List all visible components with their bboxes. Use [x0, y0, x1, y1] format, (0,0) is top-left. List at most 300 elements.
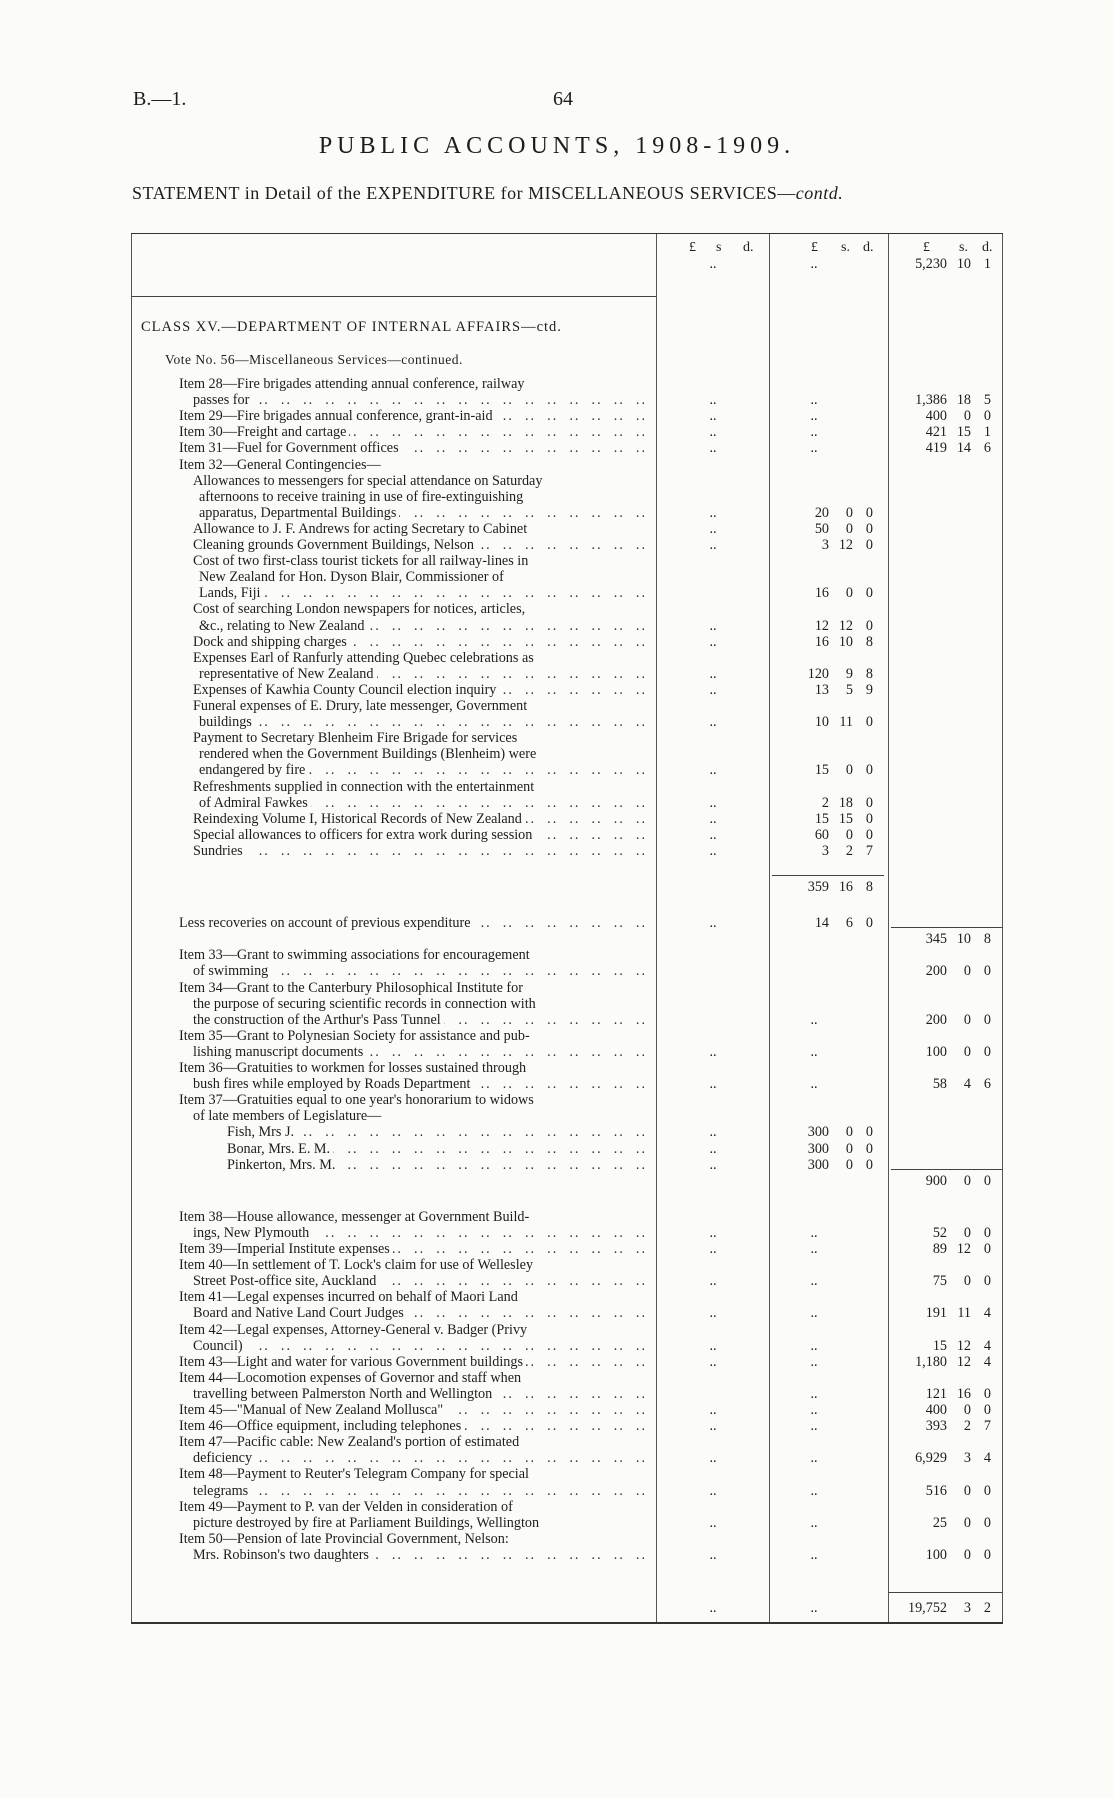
amount-pounds: 14 [814, 915, 829, 932]
table-row [131, 963, 1003, 979]
item-description: Reindexing Volume I, Historical Records of New Zealand [193, 811, 525, 827]
col2-empty-marker: .. [810, 1337, 818, 1354]
table-row [131, 1092, 1003, 1108]
col2-empty-marker: .. [810, 1241, 818, 1257]
carried-forward-col2: .. [810, 1600, 818, 1616]
amount-pence: 9 [865, 681, 873, 698]
amount-pence: 4 [983, 1305, 991, 1322]
col1-shillings-head: s [716, 240, 722, 255]
amount-shillings: 14 [956, 440, 971, 457]
amount-pence: 1 [983, 424, 991, 441]
amount-pounds: 15 [932, 1337, 947, 1354]
statement-subtitle [132, 183, 843, 204]
col1-empty-marker: .. [709, 1337, 717, 1354]
table-row [131, 376, 1003, 392]
leader-dots [193, 392, 647, 408]
item-description: Cleaning grounds Government Buildings, Nelson [193, 537, 477, 553]
table-row [131, 1531, 1003, 1547]
class-heading: CLASS XV.—DEPARTMENT OF INTERNAL AFFAIRS—ctd. [141, 319, 562, 335]
col1-empty-marker: .. [709, 1043, 717, 1060]
amount-shillings: 6 [845, 915, 853, 932]
item-description: travelling between Palmerston North and Wellington [193, 1386, 495, 1402]
item-description: Item 41—Legal expenses incurred on behalf of Maori Land [179, 1289, 521, 1305]
item-description: Mrs. Robinson's two daughters [193, 1547, 372, 1563]
amount-pounds: 16 [814, 585, 829, 602]
item-description: apparatus, Departmental Buildings [199, 505, 399, 521]
subtotal-rule [891, 1169, 1003, 1170]
item-description: Sundries [193, 843, 246, 859]
amount-shillings: 10 [838, 633, 853, 650]
col1-empty-marker: .. [709, 1514, 717, 1531]
item-description: of late members of Legislature— [193, 1108, 384, 1124]
amount-pence: 0 [983, 1482, 991, 1499]
item-description: New Zealand for Hon. Dyson Blair, Commissioner of [199, 569, 507, 585]
table-row [131, 915, 1003, 931]
col1-empty-marker: .. [709, 1140, 717, 1157]
brought-forward-shillings: 10 [956, 256, 971, 272]
col1-empty-marker: .. [709, 794, 717, 811]
table-row [131, 1547, 1003, 1563]
amount-pence: 0 [865, 915, 873, 932]
item-description: bush fires while employed by Roads Department [193, 1076, 473, 1092]
amount-shillings: 0 [845, 826, 853, 843]
amount-pounds: 13 [814, 681, 829, 698]
item-description: Item 50—Pension of late Provincial Government, Nelson: [179, 1531, 512, 1547]
item-description: afternoons to receive training in use of fire-extinguishing [199, 489, 526, 505]
carried-forward-rule [888, 1592, 1002, 1593]
table-row [131, 440, 1003, 456]
amount-shillings: 0 [845, 520, 853, 537]
item-description: Item 47—Pacific cable: New Zealand's portion of estimated [179, 1434, 522, 1450]
amount-pence: 0 [983, 1172, 991, 1189]
table-row [131, 1124, 1003, 1140]
col1-empty-marker: .. [709, 1546, 717, 1563]
col1-empty-marker: .. [709, 1076, 717, 1093]
subtitle-main: STATEMENT in Detail of the EXPENDITURE for MISCELLANEOUS SERVICES— [132, 183, 796, 203]
amount-pounds: 2 [821, 794, 829, 811]
table-row [131, 1076, 1003, 1092]
col2-empty-marker: .. [810, 1076, 818, 1093]
table-row [131, 553, 1003, 569]
amount-shillings: 0 [963, 963, 971, 980]
amount-shillings: 11 [957, 1305, 971, 1322]
table-row [131, 473, 1003, 489]
table-row [131, 1289, 1003, 1305]
amount-pence: 0 [865, 794, 873, 811]
table-row [131, 730, 1003, 746]
amount-pounds: 300 [807, 1124, 829, 1141]
table-row [131, 931, 1003, 947]
amount-shillings: 0 [963, 1402, 971, 1418]
item-description: Less recoveries on account of previous expenditure [179, 915, 474, 931]
col2-empty-marker: .. [810, 1224, 818, 1241]
col2-empty-marker: .. [810, 1305, 818, 1322]
amount-pounds: 3 [821, 842, 829, 859]
amount-pounds: 300 [807, 1156, 829, 1173]
table-row [131, 569, 1003, 585]
amount-pence: 6 [983, 440, 991, 457]
subtotal-rule [772, 875, 884, 876]
carried-forward-pence: 2 [983, 1600, 991, 1616]
col1-empty-marker: .. [709, 915, 717, 932]
table-row [131, 714, 1003, 730]
item-description: telegrams [193, 1483, 251, 1499]
amount-pounds: 359 [807, 879, 829, 895]
amount-pounds: 419 [925, 440, 947, 457]
item-description: Funeral expenses of E. Drury, late messenger, Government [193, 698, 530, 714]
amount-shillings: 12 [838, 617, 853, 634]
table-row [131, 1273, 1003, 1289]
item-description: the construction of the Arthur's Pass Tunnel [193, 1012, 444, 1028]
col2-empty-marker: .. [810, 1402, 818, 1418]
col2-pounds-head: £ [811, 240, 818, 255]
table-row [131, 1060, 1003, 1076]
col2-empty-marker: .. [810, 440, 818, 457]
col1-empty-marker: .. [709, 617, 717, 634]
item-description: Pinkerton, Mrs. M. [227, 1157, 338, 1173]
col2-empty-marker: .. [810, 1482, 818, 1499]
col2-empty-marker: .. [810, 1418, 818, 1435]
amount-shillings: 10 [956, 931, 971, 948]
table-row [131, 1515, 1003, 1531]
table-row [131, 1322, 1003, 1338]
table-row [131, 392, 1003, 408]
amount-pounds: 200 [925, 1011, 947, 1028]
table-row [131, 537, 1003, 553]
amount-pence: 0 [983, 408, 991, 425]
table-row [131, 698, 1003, 714]
subtitle-contd: contd. [795, 183, 844, 203]
leader-dots [199, 585, 647, 601]
item-description: Payment to Secretary Blenheim Fire Brigade for services [193, 730, 520, 746]
col1-pounds-head: £ [689, 240, 696, 255]
col1-empty-marker: .. [709, 681, 717, 698]
amount-shillings: 0 [845, 1156, 853, 1173]
amount-pence: 8 [865, 665, 873, 682]
amount-pence: 0 [865, 504, 873, 521]
col1-pence-head: d. [743, 240, 754, 255]
col1-empty-marker: .. [709, 1305, 717, 1322]
item-description: Street Post-office site, Auckland [193, 1273, 379, 1289]
document-reference: B.—1. [133, 88, 187, 110]
item-description: Item 39—Imperial Institute expenses [179, 1241, 393, 1257]
amount-pence: 7 [983, 1418, 991, 1435]
col1-empty-marker: .. [709, 714, 717, 731]
col2-empty-marker: .. [810, 1043, 818, 1060]
col1-empty-marker: .. [709, 1124, 717, 1141]
table-row [131, 779, 1003, 795]
amount-pounds: 100 [925, 1043, 947, 1060]
item-description: Item 44—Locomotion expenses of Governor and staff when [179, 1370, 524, 1386]
col2-empty-marker: .. [810, 1385, 818, 1402]
col1-empty-marker: .. [709, 537, 717, 553]
amount-pence: 0 [983, 1043, 991, 1060]
page-number: 64 [553, 88, 573, 110]
item-description: Item 32—General Contingencies— [179, 457, 384, 473]
amount-pounds: 121 [925, 1385, 947, 1402]
amount-pounds: 421 [925, 424, 947, 441]
amount-pence: 6 [983, 1076, 991, 1093]
amount-shillings: 0 [963, 1482, 971, 1499]
item-description: Item 40—In settlement of T. Lock's claim for use of Wellesley [179, 1257, 536, 1273]
amount-shillings: 18 [956, 392, 971, 409]
table-row [131, 811, 1003, 827]
col1-empty-marker: .. [709, 424, 717, 441]
item-description: Expenses of Kawhia County Council election inquiry [193, 682, 499, 698]
col1-empty-marker: .. [709, 762, 717, 779]
amount-shillings: 0 [963, 1514, 971, 1531]
item-description: Item 35—Grant to Polynesian Society for assistance and pub- [179, 1028, 533, 1044]
amount-pounds: 58 [932, 1076, 947, 1093]
item-description: the purpose of securing scientific records in connection with [193, 996, 539, 1012]
item-description: Board and Native Land Court Judges [193, 1305, 407, 1321]
table-row [131, 1012, 1003, 1028]
table-row [131, 1483, 1003, 1499]
item-description: Item 30—Freight and cartage [179, 424, 349, 440]
table-row [131, 489, 1003, 505]
item-description: Cost of two first-class tourist tickets for all railway-lines in [193, 553, 531, 569]
table-row [131, 746, 1003, 762]
amount-pounds: 3 [821, 537, 829, 553]
amount-pounds: 345 [925, 931, 947, 948]
table-row [131, 1354, 1003, 1370]
amount-shillings: 0 [963, 408, 971, 425]
table-row [131, 457, 1003, 473]
amount-shillings: 12 [956, 1337, 971, 1354]
col1-empty-marker: .. [709, 1482, 717, 1499]
col3-pounds-head: £ [923, 240, 930, 255]
item-description: Refreshments supplied in connection with the entertainment [193, 779, 537, 795]
table-row [131, 1173, 1003, 1189]
table-row [131, 1499, 1003, 1515]
amount-shillings: 3 [963, 1450, 971, 1467]
col1-empty-marker: .. [709, 1273, 717, 1290]
amount-pounds: 6,929 [915, 1450, 947, 1467]
amount-pounds: 900 [925, 1172, 947, 1189]
amount-pounds: 120 [807, 665, 829, 682]
table-row [131, 1257, 1003, 1273]
amount-pounds: 400 [925, 1402, 947, 1418]
col1-empty-marker: .. [709, 504, 717, 521]
amount-pounds: 50 [814, 520, 829, 537]
amount-shillings: 16 [838, 879, 853, 895]
col1-empty-marker: .. [709, 440, 717, 457]
table-row [131, 505, 1003, 521]
item-description: Item 37—Gratuities equal to one year's honorarium to widows [179, 1092, 537, 1108]
amount-shillings: 0 [845, 762, 853, 779]
amount-pounds: 15 [814, 810, 829, 827]
amount-shillings: 0 [845, 585, 853, 602]
amount-pounds: 400 [925, 408, 947, 425]
carried-forward-row [131, 1600, 1003, 1616]
table-row [131, 1370, 1003, 1386]
table-row [131, 634, 1003, 650]
leader-dots [193, 1450, 647, 1466]
table-row [131, 827, 1003, 843]
col2-shillings-head: s. [841, 240, 850, 255]
amount-pence: 0 [983, 1224, 991, 1241]
amount-shillings: 18 [838, 794, 853, 811]
table-row [131, 1241, 1003, 1257]
col2-empty-marker: .. [810, 424, 818, 441]
table-row [131, 618, 1003, 634]
item-description: Item 29—Fire brigades annual conference, grant-in-aid [179, 408, 496, 424]
item-description: Item 45—"Manual of New Zealand Mollusca" [179, 1402, 446, 1418]
amount-pence: 0 [983, 1402, 991, 1418]
table-row [131, 879, 1003, 895]
col2-empty-marker: .. [810, 392, 818, 409]
amount-shillings: 0 [845, 504, 853, 521]
item-description: Allowance to J. F. Andrews for acting Secretary to Cabinet [193, 521, 530, 537]
amount-pounds: 516 [925, 1482, 947, 1499]
col1-empty-marker: .. [709, 1402, 717, 1418]
amount-pence: 0 [983, 1514, 991, 1531]
item-description: of swimming [193, 963, 271, 979]
amount-shillings: 4 [963, 1076, 971, 1093]
table-row [131, 601, 1003, 617]
carried-forward-pounds: 19,752 [907, 1600, 947, 1616]
col2-empty-marker: .. [810, 1514, 818, 1531]
amount-pence: 0 [865, 826, 873, 843]
item-description: representative of New Zealand [199, 666, 377, 682]
expenditure-table [131, 233, 1003, 1624]
table-row [131, 980, 1003, 996]
amount-pounds: 52 [932, 1224, 947, 1241]
amount-shillings: 0 [963, 1172, 971, 1189]
table-row [131, 1386, 1003, 1402]
col1-empty-marker: .. [709, 826, 717, 843]
brought-forward-row [131, 256, 1003, 272]
col1-empty-marker: .. [709, 1353, 717, 1370]
table-row [131, 1108, 1003, 1124]
amount-shillings: 16 [956, 1385, 971, 1402]
brought-forward-col2: .. [810, 256, 818, 272]
brought-forward-pounds: 5,230 [915, 256, 947, 272]
amount-shillings: 15 [838, 810, 853, 827]
amount-pounds: 300 [807, 1140, 829, 1157]
amount-pence: 0 [865, 762, 873, 779]
amount-shillings: 0 [963, 1224, 971, 1241]
table-row [131, 666, 1003, 682]
amount-pounds: 393 [925, 1418, 947, 1435]
amount-pence: 0 [983, 963, 991, 980]
item-description: of Admiral Fawkes [199, 795, 311, 811]
leader-dots [199, 714, 647, 730]
amount-pence: 8 [865, 633, 873, 650]
amount-pence: 0 [983, 1011, 991, 1028]
amount-pounds: 191 [925, 1305, 947, 1322]
table-row [131, 650, 1003, 666]
col1-empty-marker: .. [709, 842, 717, 859]
item-description: lishing manuscript documents [193, 1044, 366, 1060]
leader-dots [193, 1338, 647, 1354]
amount-shillings: 0 [963, 1011, 971, 1028]
item-description: ings, New Plymouth [193, 1225, 312, 1241]
item-description: Fish, Mrs J. [227, 1124, 297, 1140]
amount-shillings: 15 [956, 424, 971, 441]
item-description: Lands, Fiji [199, 585, 263, 601]
item-description: Item 46—Office equipment, including telephones [179, 1418, 464, 1434]
item-description: &c., relating to New Zealand [199, 618, 367, 634]
col1-empty-marker: .. [709, 520, 717, 537]
table-row [131, 1305, 1003, 1321]
item-description: passes for [193, 392, 252, 408]
table-row [131, 408, 1003, 424]
amount-pence: 8 [865, 879, 873, 895]
table-row [131, 1418, 1003, 1434]
amount-shillings: 2 [845, 842, 853, 859]
amount-pence: 0 [983, 1385, 991, 1402]
table-row [131, 947, 1003, 963]
amount-pounds: 20 [814, 504, 829, 521]
amount-pounds: 200 [925, 963, 947, 980]
table-row [131, 521, 1003, 537]
col2-empty-marker: .. [810, 408, 818, 425]
brought-forward-pence: 1 [983, 256, 991, 272]
item-description: Item 31—Fuel for Government offices [179, 440, 402, 456]
table-row [131, 1157, 1003, 1173]
amount-shillings: 0 [963, 1043, 971, 1060]
amount-pence: 0 [983, 1546, 991, 1563]
amount-pounds: 15 [814, 762, 829, 779]
table-row [131, 843, 1003, 859]
item-description: Special allowances to officers for extra work during session [193, 827, 535, 843]
col3-pence-head: d. [982, 240, 993, 255]
amount-pence: 0 [865, 520, 873, 537]
amount-shillings: 0 [845, 1124, 853, 1141]
item-description: Item 43—Light and water for various Government buildings [179, 1354, 526, 1370]
amount-pence: 0 [865, 537, 873, 553]
amount-pounds: 75 [932, 1273, 947, 1290]
item-description: picture destroyed by fire at Parliament Buildings, Wellington [193, 1515, 542, 1531]
amount-shillings: 0 [963, 1273, 971, 1290]
item-description: Dock and shipping charges [193, 634, 350, 650]
item-description: Item 34—Grant to the Canterbury Philosophical Institute for [179, 980, 526, 996]
table-row [131, 996, 1003, 1012]
amount-shillings: 0 [845, 1140, 853, 1157]
table-row [131, 682, 1003, 698]
item-description: endangered by fire [199, 762, 308, 778]
leader-dots [193, 1483, 647, 1499]
col2-empty-marker: .. [810, 1450, 818, 1467]
amount-pence: 4 [983, 1353, 991, 1370]
col2-empty-marker: .. [810, 1273, 818, 1290]
amount-pounds: 1,386 [915, 392, 947, 409]
amount-pounds: 10 [814, 714, 829, 731]
col1-empty-marker: .. [709, 633, 717, 650]
amount-pence: 4 [983, 1450, 991, 1467]
table-row [131, 1338, 1003, 1354]
amount-shillings: 0 [963, 1546, 971, 1563]
page-title: PUBLIC ACCOUNTS, 1908-1909. [318, 133, 796, 159]
table-row [131, 1028, 1003, 1044]
amount-shillings: 2 [963, 1418, 971, 1435]
table-row [131, 1434, 1003, 1450]
amount-pounds: 89 [932, 1241, 947, 1257]
amount-pence: 0 [983, 1241, 991, 1257]
amount-pounds: 12 [814, 617, 829, 634]
col3-shillings-head: s. [959, 240, 968, 255]
item-description: Item 48—Payment to Reuter's Telegram Company for special [179, 1466, 532, 1482]
table-row [131, 585, 1003, 601]
table-row [131, 1450, 1003, 1466]
item-description: Item 36—Gratuities to workmen for losses sustained through [179, 1060, 529, 1076]
table-row [131, 795, 1003, 811]
col2-empty-marker: .. [810, 1353, 818, 1370]
amount-pence: 0 [865, 617, 873, 634]
amount-pence: 0 [865, 1140, 873, 1157]
amount-shillings: 5 [845, 681, 853, 698]
